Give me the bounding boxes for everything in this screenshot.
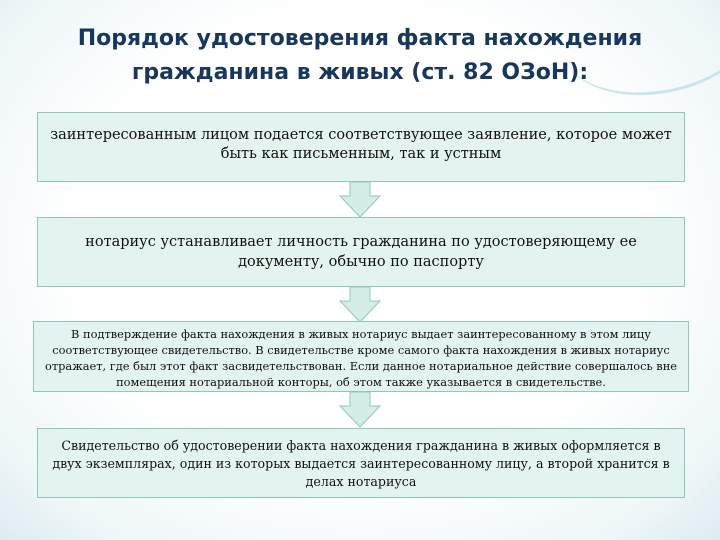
down-arrow-icon bbox=[339, 287, 381, 323]
step-box-identity-check bbox=[37, 217, 685, 287]
step-text: Свидетельство об удостоверении факта нахождения гражданина в живых оформляется в двух экземплярах, один из которых выдается заинтересованному лицу, а второй хранится в делах нотариуса bbox=[52, 438, 670, 489]
down-arrow-icon bbox=[339, 392, 381, 428]
step-text: В подтверждение факта нахождения в живых нотариус выдает заинтересованному в этом лицу соответствующее свидетельство. В свидетельстве кроме самого факта нахождения в живых нотариус отражает, где был этот факт засвидетельствован. Если данное нотариальное действие совершалось вне помещения нотариальной конторы, об этом также указывается в свидетельстве. bbox=[44, 327, 678, 389]
step-box-certificate-issue bbox=[33, 321, 689, 392]
slide-title bbox=[40, 22, 680, 90]
step-text: нотариус устанавливает личность гражданина по удостоверяющему ее документу, обычно по паспорту bbox=[85, 234, 637, 270]
step-text: заинтересованным лицом подается соответствующее заявление, которое может быть как письменным, так и устным bbox=[50, 127, 672, 162]
step-box-certificate-copies bbox=[37, 428, 685, 498]
down-arrow-icon bbox=[339, 182, 381, 218]
slide-title-line2: гражданина в живых (ст. 82 ОЗоН): bbox=[131, 60, 589, 85]
step-box-application bbox=[37, 112, 685, 182]
slide-title-line1: Порядок удостоверения факта нахождения bbox=[77, 26, 643, 51]
